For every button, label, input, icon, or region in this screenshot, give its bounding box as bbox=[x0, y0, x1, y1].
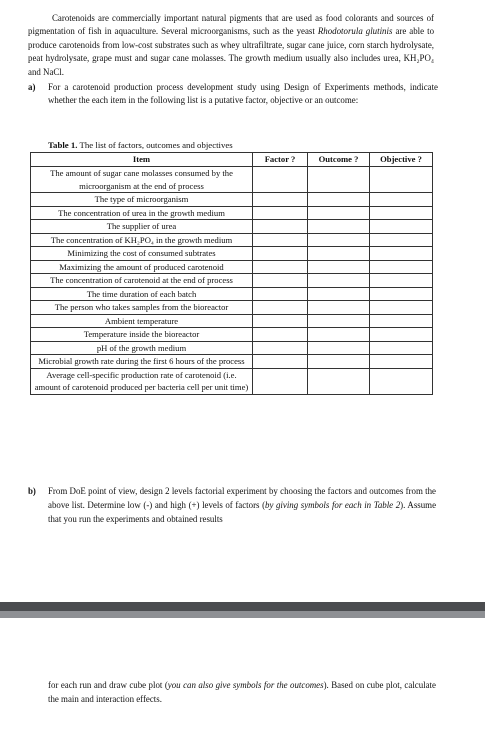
factor-cell[interactable] bbox=[253, 368, 308, 394]
row-item: Average cell-specific production rate of carotenoid (i.e. amount of carotenoid produced per bacteria cell per unit time) bbox=[31, 368, 253, 394]
header-objective: Objective ? bbox=[370, 153, 433, 167]
factor-cell[interactable] bbox=[253, 341, 308, 355]
objective-cell[interactable] bbox=[370, 287, 433, 301]
table-row bbox=[31, 274, 433, 288]
objective-cell[interactable] bbox=[370, 301, 433, 315]
table-row bbox=[31, 314, 433, 328]
intro-paragraph bbox=[28, 12, 434, 79]
intro-text-2: are able to produce carotenoids from low-cost substrates such as whey ultrafiltrate, sugar cane juice, corn starch hydrolysate, peat hydrolysate, grape must and sugar cane molasses. The growth medium usually also includes urea, KH₂PO₄ and NaCl. bbox=[28, 26, 435, 77]
row-item: The amount of sugar cane molasses consumed by the microorganism at the end of process bbox=[31, 167, 253, 193]
table-row bbox=[31, 301, 433, 315]
page-separator-shadow bbox=[0, 611, 485, 618]
factor-cell[interactable] bbox=[253, 328, 308, 342]
objective-cell[interactable] bbox=[370, 355, 433, 369]
table-row bbox=[31, 193, 433, 207]
row-item: Minimizing the cost of consumed subtrates bbox=[31, 247, 253, 261]
table-header-row bbox=[31, 153, 433, 167]
continuation-italic: you can also give symbols for the outcomes bbox=[167, 680, 324, 690]
row-item: The person who takes samples from the bioreactor bbox=[31, 301, 253, 315]
question-b-text-2: ). Assume that you run the experiments and obtained results bbox=[48, 500, 437, 524]
table-row bbox=[31, 355, 433, 369]
objective-cell[interactable] bbox=[370, 220, 433, 234]
row-item: Microbial growth rate during the first 6 hours of the process bbox=[31, 355, 253, 369]
outcome-cell[interactable] bbox=[308, 233, 370, 247]
objective-cell[interactable] bbox=[370, 193, 433, 207]
header-factor: Factor ? bbox=[253, 153, 308, 167]
intro-text-1: Carotenoids are commercially important natural pigments that are used as food colorants and sources of pigmentation of fish in aquaculture. Several microorganisms, such as the yeast bbox=[28, 13, 434, 37]
row-item: The supplier of urea bbox=[31, 220, 253, 234]
organism-name: Rhodotorula glutinis bbox=[317, 26, 393, 37]
factor-cell[interactable] bbox=[253, 301, 308, 315]
table-caption-label: Table 1. bbox=[48, 140, 78, 150]
objective-cell[interactable] bbox=[370, 206, 433, 220]
table-row bbox=[31, 287, 433, 301]
row-item: The time duration of each batch bbox=[31, 287, 253, 301]
outcome-cell[interactable] bbox=[308, 247, 370, 261]
factor-cell[interactable] bbox=[253, 193, 308, 207]
continuation-text-1: for each run and draw cube plot ( bbox=[48, 680, 168, 690]
factor-cell[interactable] bbox=[253, 220, 308, 234]
factor-cell[interactable] bbox=[253, 314, 308, 328]
objective-cell[interactable] bbox=[370, 167, 433, 193]
outcome-cell[interactable] bbox=[308, 220, 370, 234]
factor-cell[interactable] bbox=[253, 260, 308, 274]
header-item: Item bbox=[31, 153, 253, 167]
question-a-label: a) bbox=[28, 82, 36, 92]
row-item: pH of the growth medium bbox=[31, 341, 253, 355]
table-row bbox=[31, 368, 433, 394]
table-row bbox=[31, 233, 433, 247]
table-row bbox=[31, 220, 433, 234]
document-page-2 bbox=[0, 618, 485, 738]
outcome-cell[interactable] bbox=[308, 301, 370, 315]
objective-cell[interactable] bbox=[370, 341, 433, 355]
row-item: The concentration of KH₂PO₄ in the growth medium bbox=[31, 233, 253, 247]
factor-cell[interactable] bbox=[253, 167, 308, 193]
outcome-cell[interactable] bbox=[308, 341, 370, 355]
outcome-cell[interactable] bbox=[308, 355, 370, 369]
factor-cell[interactable] bbox=[253, 247, 308, 261]
table-row bbox=[31, 167, 433, 193]
factor-cell[interactable] bbox=[253, 206, 308, 220]
objective-cell[interactable] bbox=[370, 368, 433, 394]
factor-cell[interactable] bbox=[253, 355, 308, 369]
objective-cell[interactable] bbox=[370, 314, 433, 328]
question-a-text: For a carotenoid production process development study using Design of Experiments methods, indicate whether the each item in the following list is a putative factor, objective or an outcome: bbox=[48, 82, 438, 106]
question-b-text bbox=[48, 484, 436, 526]
factor-cell[interactable] bbox=[253, 233, 308, 247]
question-b-italic: by giving symbols for each in Table 2 bbox=[265, 500, 401, 510]
factor-cell[interactable] bbox=[253, 274, 308, 288]
continuation-text bbox=[48, 678, 436, 706]
page-separator bbox=[0, 602, 485, 611]
question-a bbox=[28, 81, 438, 108]
outcome-cell[interactable] bbox=[308, 193, 370, 207]
row-item: Temperature inside the bioreactor bbox=[31, 328, 253, 342]
table-caption bbox=[48, 140, 233, 150]
factors-table bbox=[30, 152, 433, 395]
row-item: The concentration of carotenoid at the end of process bbox=[31, 274, 253, 288]
table-row bbox=[31, 206, 433, 220]
table-row bbox=[31, 247, 433, 261]
outcome-cell[interactable] bbox=[308, 167, 370, 193]
continuation-text-2: ). Based on cube plot, calculate the main and interaction effects. bbox=[48, 680, 436, 704]
row-item: The concentration of urea in the growth medium bbox=[31, 206, 253, 220]
table-row bbox=[31, 260, 433, 274]
outcome-cell[interactable] bbox=[308, 368, 370, 394]
outcome-cell[interactable] bbox=[308, 274, 370, 288]
objective-cell[interactable] bbox=[370, 328, 433, 342]
row-item: Maximizing the amount of produced carotenoid bbox=[31, 260, 253, 274]
objective-cell[interactable] bbox=[370, 260, 433, 274]
question-b-text-1: From DoE point of view, design 2 levels factorial experiment by choosing the factors and outcomes from the above list. Determine low (-) and high (+) levels of factors ( bbox=[48, 486, 436, 510]
question-b-label: b) bbox=[28, 486, 36, 496]
header-outcome: Outcome ? bbox=[308, 153, 370, 167]
table-row bbox=[31, 341, 433, 355]
outcome-cell[interactable] bbox=[308, 206, 370, 220]
objective-cell[interactable] bbox=[370, 247, 433, 261]
row-item: The type of microorganism bbox=[31, 193, 253, 207]
table-caption-text: The list of factors, outcomes and objectives bbox=[77, 140, 233, 150]
row-item: Ambient temperature bbox=[31, 314, 253, 328]
outcome-cell[interactable] bbox=[308, 328, 370, 342]
objective-cell[interactable] bbox=[370, 274, 433, 288]
outcome-cell[interactable] bbox=[308, 260, 370, 274]
outcome-cell[interactable] bbox=[308, 287, 370, 301]
question-b bbox=[28, 484, 436, 526]
objective-cell[interactable] bbox=[370, 233, 433, 247]
factor-cell[interactable] bbox=[253, 287, 308, 301]
outcome-cell[interactable] bbox=[308, 314, 370, 328]
table-row bbox=[31, 328, 433, 342]
